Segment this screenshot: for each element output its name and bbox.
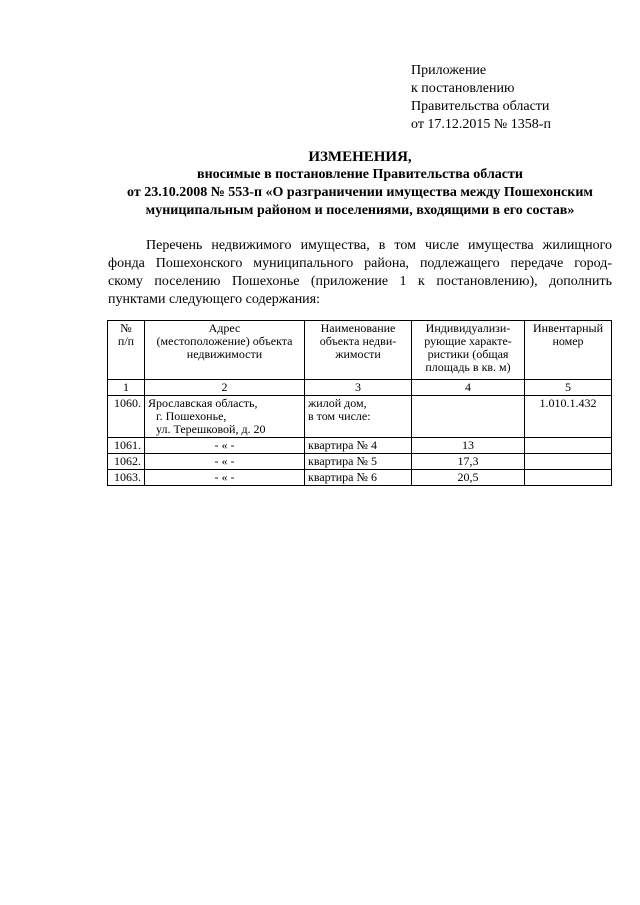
column-index: 1: [108, 380, 145, 396]
heading-line: муниципальным районом и поселениями, входящими в его состав»: [145, 203, 575, 218]
appendix-line: Правительства области: [411, 99, 550, 114]
address-text: - « -: [214, 438, 235, 452]
row-name: [305, 470, 412, 486]
heading-title: ИЗМЕНЕНИЯ,: [308, 149, 412, 165]
row-area: 13: [412, 438, 525, 454]
table-row: [108, 454, 612, 470]
address-text: - « -: [214, 454, 235, 468]
row-inventory: 1.010.1.432: [525, 396, 612, 438]
intro-line: Перечень недвижимого имущества, в том числе имущества жилищного: [146, 238, 612, 253]
header-text: рующие характе-: [424, 334, 512, 348]
name-text: квартира № 5: [308, 454, 377, 468]
heading-line: от 23.10.2008 № 553-п «О разграничении имущества между Пошехонским: [127, 185, 593, 200]
column-index: 3: [305, 380, 412, 396]
table-row: [108, 470, 612, 486]
row-area: 20,5: [412, 470, 525, 486]
header-inventory: [525, 321, 612, 380]
appendix-block: [411, 62, 551, 134]
header-text: площадь в кв. м): [425, 360, 511, 374]
name-text: жилой дом,: [308, 396, 367, 410]
column-index: 2: [145, 380, 305, 396]
row-inventory: [525, 470, 612, 486]
column-index: 4: [412, 380, 525, 396]
header-text: Наименование: [320, 321, 396, 335]
address-text: г. Пошехонье,: [156, 409, 227, 423]
header-text: №: [120, 321, 132, 335]
row-num: 1061.: [108, 438, 145, 454]
table-row: [108, 438, 612, 454]
row-inventory: [525, 438, 612, 454]
address-text: ул. Терешковой, д. 20: [156, 422, 266, 436]
address-text: Ярославская область,: [148, 396, 258, 410]
table-header-row: [108, 321, 612, 380]
appendix-line: Приложение: [411, 63, 487, 78]
heading-line: вносимые в постановление Правительства области: [197, 167, 523, 182]
header-text: (местоположение) объекта: [156, 334, 293, 348]
header-num: [108, 321, 145, 380]
header-address: [145, 321, 305, 380]
name-text: квартира № 6: [308, 470, 377, 484]
intro-paragraph: [108, 237, 612, 309]
header-text: Инвентарный: [532, 321, 604, 335]
header-text: недвижимости: [186, 347, 263, 361]
header-text: жимости: [335, 347, 381, 361]
header-name: [305, 321, 412, 380]
header-text: п/п: [117, 334, 135, 348]
row-num: 1063.: [108, 470, 145, 486]
appendix-line: к постановлению: [411, 81, 515, 96]
row-num: 1062.: [108, 454, 145, 470]
row-address: [145, 396, 305, 438]
intro-line: пунктами следующего содержания:: [108, 292, 321, 307]
header-text: объекта недви-: [319, 334, 397, 348]
table-row: [108, 396, 612, 438]
property-table: [107, 320, 612, 486]
header-text: номер: [552, 334, 584, 348]
header-text: Адрес: [208, 321, 241, 335]
column-index: 5: [525, 380, 612, 396]
row-name: [305, 438, 412, 454]
name-text: квартира № 4: [308, 438, 377, 452]
name-text: в том числе:: [308, 409, 371, 423]
row-num: 1060.: [108, 396, 145, 438]
header-text: Индивидуализи-: [425, 321, 511, 335]
intro-line: скому поселению Пошехонье (приложение 1 к постановлению), дополнить: [108, 274, 612, 289]
row-area: 17,3: [412, 454, 525, 470]
row-address: [145, 470, 305, 486]
header-text: ристики (общая: [427, 347, 509, 361]
header-characteristics: [412, 321, 525, 380]
document-heading: [95, 148, 625, 220]
row-area: [412, 396, 525, 438]
row-inventory: [525, 454, 612, 470]
intro-line: фонда Пошехонского муниципального района, подлежащего передаче город-: [108, 256, 612, 271]
row-name: [305, 396, 412, 438]
appendix-line: от 17.12.2015 № 1358-п: [411, 117, 551, 132]
row-address: [145, 454, 305, 470]
address-text: - « -: [214, 470, 235, 484]
row-address: [145, 438, 305, 454]
row-name: [305, 454, 412, 470]
column-index-row: [108, 380, 612, 396]
